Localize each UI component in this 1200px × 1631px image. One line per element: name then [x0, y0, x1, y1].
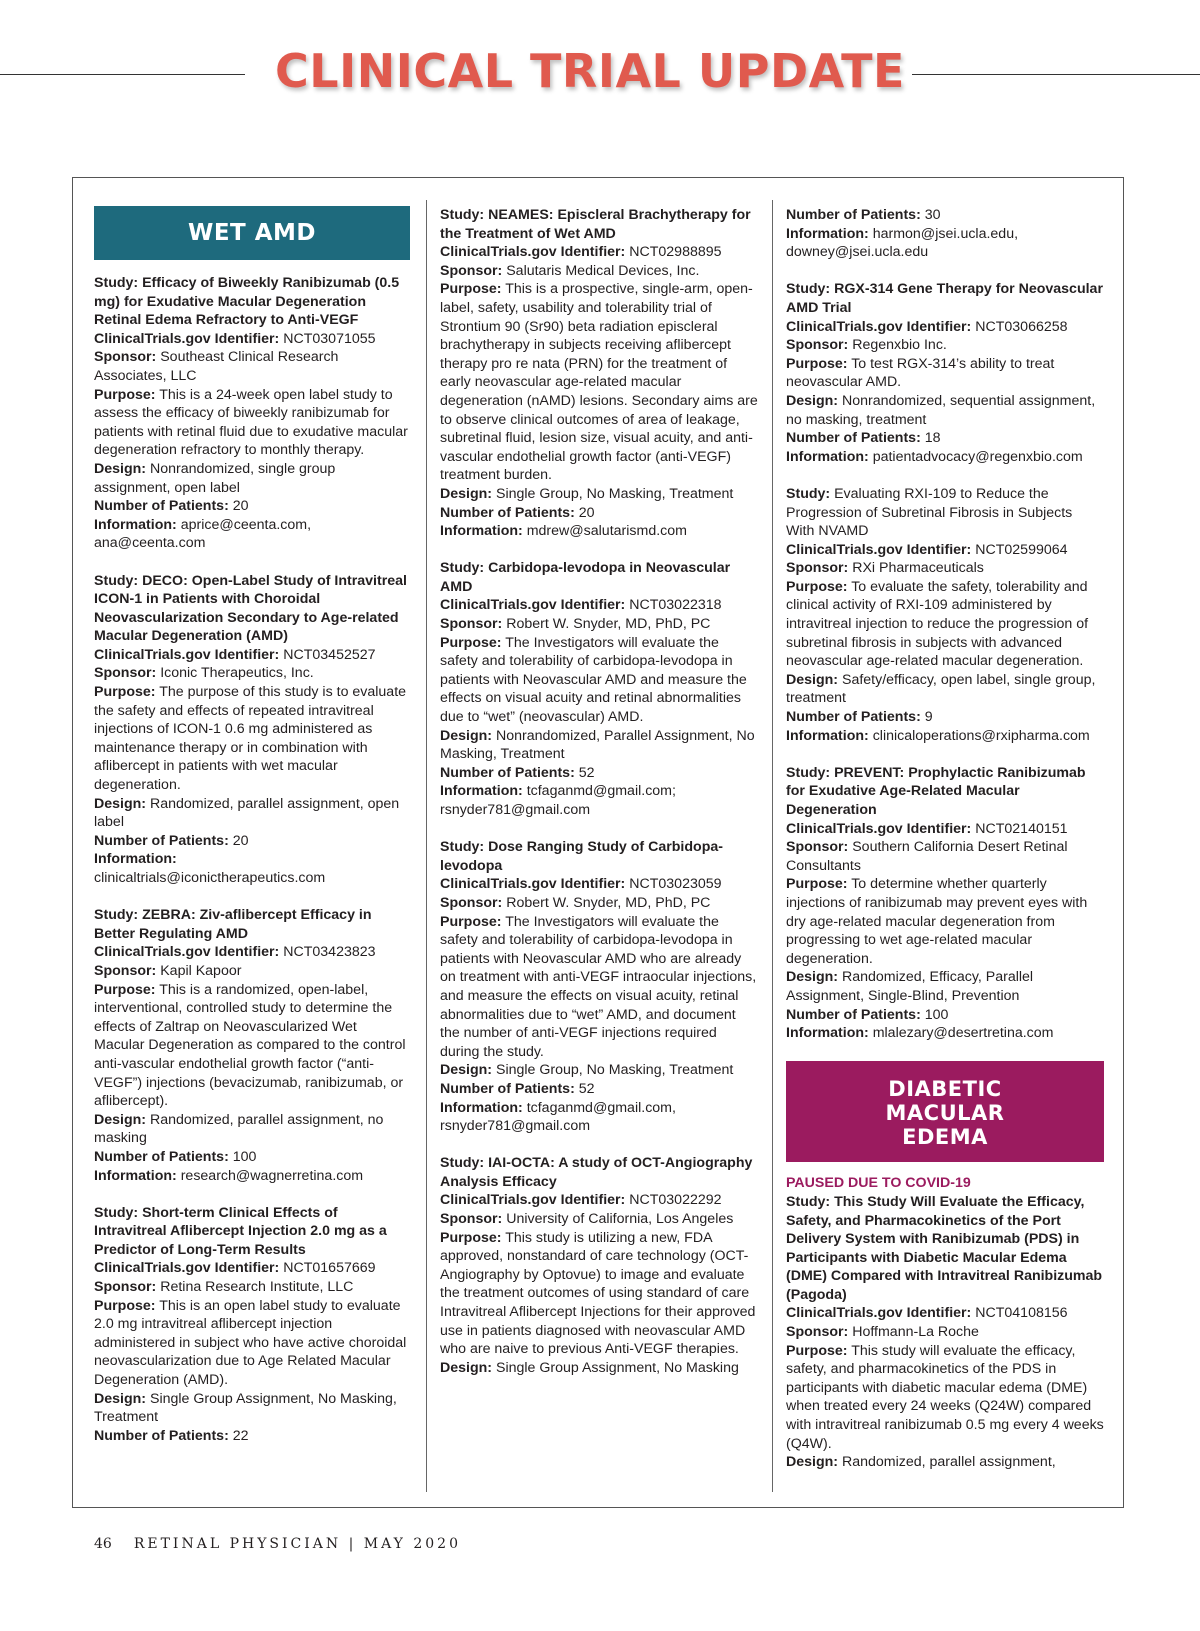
study-sponsor-line [440, 262, 758, 281]
study-patients-line [94, 497, 410, 516]
field-value: Southern California Desert Retinal Consultants [786, 839, 1068, 874]
field-label: Information: [786, 225, 869, 242]
field-value: This is an open label study to evaluate 2.0 mg intravitreal aflibercept injection administered in subject who have active choroidal neovascularization due to Age Related Macular Degeneration (AMD). [94, 1297, 407, 1389]
field-value: 22 [232, 1427, 249, 1444]
study-id-line [440, 596, 758, 615]
study-sponsor-line [786, 336, 1104, 355]
study-purpose-line [94, 683, 410, 795]
study-id-line [786, 1304, 1104, 1323]
field-label: Design: [440, 1062, 493, 1079]
field-value: Retina Research Institute, LLC [160, 1279, 354, 1296]
field-value: NCT03022318 [629, 597, 722, 614]
field-value: NCT03423823 [283, 944, 376, 961]
column-3 [786, 206, 1104, 1472]
study-sponsor-line [786, 1323, 1104, 1342]
field-label: Design: [440, 1359, 493, 1376]
field-label: Number of Patients: [786, 207, 921, 223]
field-label: Design: [94, 1111, 147, 1128]
study-design-line [440, 1061, 758, 1080]
field-value: Safety/efficacy, open label, single group, treatment [786, 671, 1096, 707]
study-info-line [786, 727, 1104, 746]
field-value: To evaluate the safety, tolerability and clinical activity of RXI-109 administered by intravitreal injection to reduce the progression of subretinal fibrosis in subjects with advanced neovascular age-related macular degeneration. [786, 578, 1089, 670]
field-label: ClinicalTrials.gov Identifier: [440, 876, 626, 893]
study-info-line [786, 225, 1104, 262]
field-value: Dose Ranging Study of Carbidopa-levodopa [440, 839, 723, 874]
field-label: Design: [440, 727, 493, 744]
field-label: Sponsor: [440, 262, 503, 279]
study-patients-line [94, 1427, 410, 1446]
field-label: Purpose: [94, 386, 156, 403]
field-label: Number of Patients: [94, 832, 229, 849]
field-value: This is a 24-week open label study to assess the efficacy of biweekly ranibizumab for patients with retinal fluid due to exudative macular degeneration refractory to monthly therapy. [94, 386, 408, 459]
field-label: Sponsor: [786, 839, 849, 856]
field-label: Study: [94, 907, 139, 924]
field-label: ClinicalTrials.gov Identifier: [94, 646, 280, 663]
field-value: Evaluating RXI-109 to Reduce the Progression of Subretinal Fibrosis in Subjects With NVAMD [786, 485, 1073, 540]
study-purpose-line [786, 1342, 1104, 1454]
publication-line: RETINAL PHYSICIAN | MAY 2020 [133, 1536, 461, 1552]
study-design-line [440, 1359, 758, 1378]
study-purpose-line [94, 1297, 410, 1390]
field-label: Sponsor: [440, 1211, 503, 1228]
study-entry [94, 572, 410, 888]
header-rule-left [0, 74, 245, 75]
study-purpose-line [786, 355, 1104, 392]
study-info-line [440, 1099, 758, 1136]
study-patients-line [440, 504, 758, 523]
field-value: This is a randomized, open-label, interventional, controlled study to determine the effects of Zaltrap on Neovascularized Wet Macular Degeneration as compared to the control anti-vascular endothelial growth factor (“anti-VEGF”) injections (bevacizumab, ranibizumab, or aflibercept). [94, 981, 406, 1110]
study-title-line [786, 764, 1104, 820]
study-id-line [440, 1191, 758, 1210]
study-info-line [440, 522, 758, 541]
field-label: Number of Patients: [786, 430, 921, 447]
field-label: Sponsor: [440, 894, 503, 911]
field-label: Design: [440, 485, 493, 502]
field-label: ClinicalTrials.gov Identifier: [94, 1260, 280, 1277]
study-patients-line [440, 1080, 758, 1099]
field-label: Study: [786, 764, 831, 781]
field-value: NCT01657669 [283, 1260, 376, 1277]
study-entry [94, 906, 410, 1185]
field-label: Design: [786, 969, 839, 986]
field-label: Study: [440, 839, 485, 856]
field-label: Design: [786, 392, 839, 409]
field-label: Sponsor: [94, 349, 157, 366]
field-label: Purpose: [94, 684, 156, 701]
field-value: Iconic Therapeutics, Inc. [160, 665, 314, 682]
study-id-line [94, 646, 410, 665]
study-sponsor-line [94, 664, 410, 683]
study-info-line [440, 782, 758, 819]
study-purpose-line [786, 875, 1104, 968]
study-patients-line [440, 764, 758, 783]
field-label: Design: [94, 460, 147, 477]
study-sponsor-line [786, 559, 1104, 578]
study-patients-line [94, 832, 410, 851]
study-design-line [94, 1111, 410, 1148]
study-entry-continued [786, 206, 1104, 262]
field-value: Salutaris Medical Devices, Inc. [506, 262, 700, 279]
study-entry [786, 485, 1104, 745]
field-label: Sponsor: [94, 962, 157, 979]
contact-email[interactable]: aprice@ceenta.com, ana@ceenta.com [94, 516, 312, 552]
field-label: Information: [786, 448, 869, 465]
field-value: 52 [578, 764, 595, 781]
study-entry [786, 1193, 1104, 1472]
contact-email[interactable]: mdrew@salutarismd.com [526, 523, 687, 540]
field-value: ZEBRA: Ziv-aflibercept Efficacy in Better Regulating AMD [94, 907, 372, 942]
field-label: ClinicalTrials.gov Identifier: [94, 330, 280, 347]
study-sponsor-line [786, 838, 1104, 875]
study-sponsor-line [440, 1210, 758, 1229]
field-value: Hoffmann-La Roche [852, 1324, 979, 1341]
field-value: RXi Pharmaceuticals [852, 560, 984, 577]
field-value: 52 [578, 1080, 595, 1097]
field-value: NCT02599064 [975, 541, 1068, 558]
field-value: Robert W. Snyder, MD, PhD, PC [506, 894, 711, 911]
field-value: 20 [232, 498, 249, 515]
field-label: Number of Patients: [440, 1080, 575, 1097]
study-id-line [94, 943, 410, 962]
field-label: Number of Patients: [440, 504, 575, 521]
field-value: 100 [924, 1006, 949, 1023]
field-label: Purpose: [786, 355, 848, 372]
field-value: NCT03022292 [629, 1192, 722, 1209]
field-value: Randomized, parallel assignment, no masking [94, 1111, 384, 1147]
field-value: NCT02140151 [975, 820, 1068, 837]
field-value: Regenxbio Inc. [852, 337, 947, 354]
field-label: Sponsor: [94, 665, 157, 682]
field-value: Single Group Assignment, No Masking, Treatment [94, 1390, 397, 1426]
field-label: Number of Patients: [786, 709, 921, 726]
contact-email[interactable]: mlalezary@desertretina.com [872, 1025, 1054, 1042]
study-title-line [786, 280, 1104, 317]
field-label: ClinicalTrials.gov Identifier: [786, 1305, 972, 1322]
study-info-line [94, 850, 410, 887]
field-label: ClinicalTrials.gov Identifier: [440, 597, 626, 614]
study-title-line [440, 838, 758, 875]
study-purpose-line [440, 1229, 758, 1359]
study-title-line [440, 1154, 758, 1191]
section-header-dme-text: DIABETIC MACULAR EDEMA [885, 1077, 1005, 1150]
study-sponsor-line [94, 348, 410, 385]
study-purpose-line [440, 634, 758, 727]
field-value: To determine whether quarterly injections of ranibizumab may prevent eyes with dry age-related macular degeneration from progressing to wet age-related macular degeneration. [786, 876, 1088, 967]
study-entry [440, 206, 758, 541]
field-label: Purpose: [786, 578, 848, 595]
field-value: The Investigators will evaluate the safety and tolerability of carbidopa-levodopa in patients with Neovascular AMD who are already on treatment with anti-VEGF intraocular injections, and measure the effects on visual acuity, retinal abnormalities due to “wet” AMD, and document the number of anti-VEGF injections required during the study. [440, 913, 757, 1060]
study-design-line [94, 795, 410, 832]
field-value: Nonrandomized, single group assignment, open label [94, 460, 336, 496]
study-design-line [94, 1390, 410, 1427]
field-label: Sponsor: [440, 616, 503, 633]
field-value: DECO: Open-Label Study of Intravitreal ICON-1 in Patients with Choroidal Neovascularization Secondary to Age-related Macular Degeneration (AMD) [94, 572, 407, 645]
study-design-line [786, 968, 1104, 1005]
study-id-line [786, 318, 1104, 337]
study-design-line [786, 671, 1104, 708]
field-label: Information: [786, 1025, 869, 1042]
field-value: To test RGX-314’s ability to treat neovascular AMD. [786, 355, 1055, 391]
field-value: Single Group, No Masking, Treatment [495, 1062, 734, 1079]
study-patients-line [786, 429, 1104, 448]
field-value: NCT03452527 [283, 646, 376, 663]
header-rule-right [912, 74, 1200, 75]
field-label: Purpose: [440, 1229, 502, 1246]
field-label: Information: [440, 783, 523, 800]
contact-email[interactable]: clinicaloperations@rxipharma.com [872, 727, 1090, 744]
study-sponsor-line [94, 962, 410, 981]
field-label: Study: [94, 1204, 139, 1221]
study-title-line [786, 485, 1104, 541]
field-value: Single Group Assignment, No Masking [495, 1359, 739, 1376]
field-label: Information: [440, 523, 523, 540]
study-purpose-line [94, 386, 410, 460]
field-value: NCT03023059 [629, 876, 722, 893]
field-value: 20 [578, 504, 595, 521]
study-design-line [786, 392, 1104, 429]
field-label: Study: [440, 1155, 485, 1172]
field-label: Information: [94, 1167, 177, 1184]
section-header-wet-amd: WET AMD [94, 206, 410, 260]
study-id-line [94, 1259, 410, 1278]
field-value: Carbidopa-levodopa in Neovascular AMD [440, 560, 731, 595]
field-label: Information: [786, 727, 869, 744]
field-value: NCT02988895 [629, 244, 722, 261]
field-label: Sponsor: [94, 1279, 157, 1296]
column-divider-2 [772, 200, 773, 1492]
field-label: Number of Patients: [94, 1148, 229, 1165]
field-value: This study will evaluate the efficacy, safety, and pharmacokinetics of the PDS in participants with diabetic macular edema (DME) when treated every 24 weeks (Q24W) compared with intravitreal ranibizumab 0.5 mg every 4 weeks (Q4W). [786, 1342, 1104, 1452]
contact-email[interactable]: research@wagnerretina.com [180, 1167, 364, 1184]
field-value: Nonrandomized, sequential assignment, no masking, treatment [786, 392, 1096, 428]
paused-notice: PAUSED DUE TO COVID-19 [786, 1175, 971, 1192]
study-sponsor-line [94, 1278, 410, 1297]
study-sponsor-line [440, 894, 758, 913]
field-label: Study: [786, 485, 831, 502]
column-1 [94, 206, 410, 1464]
study-entry [786, 764, 1104, 1043]
study-design-line [786, 1453, 1104, 1472]
field-value: This Study Will Evaluate the Efficacy, Safety, and Pharmacokinetics of the Port Delivery System with Ranibizumab (PDS) in Participants with Diabetic Macular Edema (DME) Compared with Intravitreal Ranibizumab (Pagoda) [786, 1193, 1103, 1303]
study-design-line [440, 485, 758, 504]
study-patients-line [786, 708, 1104, 727]
field-label: ClinicalTrials.gov Identifier: [440, 244, 626, 261]
field-label: Purpose: [440, 634, 502, 651]
study-purpose-line [440, 280, 758, 485]
study-id-line [786, 541, 1104, 560]
field-value: Efficacy of Biweekly Ranibizumab (0.5 mg) for Exudative Macular Degeneration Retinal Edema Refractory to Anti-VEGF [94, 275, 400, 329]
study-entry [440, 1154, 758, 1377]
contact-email[interactable]: clinicaltrials@iconictherapeutics.com [94, 870, 326, 886]
study-id-line [786, 820, 1104, 839]
study-design-line [440, 727, 758, 764]
field-value: Randomized, parallel assignment, open label [94, 795, 400, 831]
field-label: ClinicalTrials.gov Identifier: [786, 541, 972, 558]
field-label: Study: [440, 560, 485, 577]
study-purpose-line [786, 578, 1104, 671]
field-label: Design: [786, 1454, 839, 1471]
field-label: ClinicalTrials.gov Identifier: [786, 820, 972, 837]
field-label: Purpose: [440, 913, 502, 930]
field-value: Southeast Clinical Research Associates, LLC [94, 349, 339, 384]
contact-email[interactable]: tcfaganmd@gmail.com, rsnyder781@gmail.com [440, 1099, 676, 1135]
field-label: Study: [786, 281, 831, 298]
contact-email[interactable]: harmon@jsei.ucla.edu, downey@jsei.ucla.edu [786, 225, 1019, 261]
field-value: NEAMES: Episcleral Brachytherapy for the Treatment of Wet AMD [440, 207, 751, 242]
field-value: Single Group, No Masking, Treatment [495, 485, 734, 502]
section-header-dme [786, 1061, 1104, 1162]
field-label: Study: [94, 275, 139, 291]
page-number: 46 [94, 1536, 112, 1552]
field-value: The Investigators will evaluate the safety and tolerability of carbidopa-levodopa in patients with Neovascular AMD and measure the effects on visual acuity and retinal abnormalities due to “wet” (neovascular) AMD. [440, 634, 747, 726]
field-value: PREVENT: Prophylactic Ranibizumab for Exudative Age-Related Macular Degeneration [786, 764, 1086, 818]
study-title-line [440, 559, 758, 596]
study-entry [94, 1204, 410, 1446]
field-label: ClinicalTrials.gov Identifier: [786, 318, 972, 335]
field-label: Study: [94, 572, 139, 589]
study-info-line [94, 516, 410, 553]
study-entry [94, 274, 410, 553]
field-label: ClinicalTrials.gov Identifier: [440, 1192, 626, 1209]
study-patients-line [786, 206, 1104, 225]
study-entry [440, 838, 758, 1136]
study-entry [440, 559, 758, 819]
field-value: 30 [924, 207, 941, 223]
field-label: Design: [94, 1390, 147, 1407]
study-title-line [94, 274, 410, 330]
study-title-line [786, 1193, 1104, 1305]
field-label: Sponsor: [786, 337, 849, 354]
contact-email[interactable]: patientadvocacy@regenxbio.com [872, 448, 1083, 465]
study-purpose-line [440, 913, 758, 1062]
field-label: Number of Patients: [786, 1006, 921, 1023]
study-id-line [440, 243, 758, 262]
study-info-line [94, 1167, 410, 1186]
page-footer [94, 1536, 461, 1552]
field-label: Purpose: [786, 876, 848, 893]
field-value: Kapil Kapoor [160, 962, 242, 979]
field-label: Study: [786, 1193, 831, 1210]
field-label: Study: [440, 207, 485, 223]
field-label: Number of Patients: [440, 764, 575, 781]
field-value: This is a prospective, single-arm, open-label, safety, usability and tolerability trial of Strontium 90 (Sr90) beta radiation episcleral brachytherapy in subjects receiving aflibercept therapy pro re nata (PRN) for the treatment of early neovascular age-related macular degeneration (nAMD) lesions. Secondary aims are to observe clinical outcomes of area of leakage, subretinal fluid, lesion size, visual acuity, and anti-vascular endothelial growth factor (anti-VEGF) treatment burden. [440, 281, 758, 484]
field-label: Information: [94, 851, 177, 868]
field-value: Short-term Clinical Effects of Intravitreal Aflibercept Injection 2.0 mg as a Predictor of Long-Term Results [94, 1204, 387, 1258]
field-label: Information: [440, 1099, 523, 1116]
field-label: Design: [94, 795, 147, 812]
study-entry [786, 280, 1104, 466]
field-label: Number of Patients: [94, 498, 229, 515]
field-value: The purpose of this study is to evaluate the safety and effects of repeated intravitreal injections of ICON-1 0.6 mg administered as maintenance therapy or in combination with aflibercept in patients with wet macular degeneration. [94, 684, 407, 794]
field-value: Randomized, parallel assignment, [841, 1454, 1056, 1471]
field-label: Information: [94, 516, 177, 533]
page-title: CLINICAL TRIAL UPDATE [275, 44, 905, 98]
field-value: NCT04108156 [975, 1305, 1068, 1322]
field-value: This study is utilizing a new, FDA approved, nonstandard of care technology (OCT-Angiography by Optovue) to image and evaluate the treatment outcomes of using standard of care Intravitreal Aflibercept Injections for their approved use in patients diagnosed with neovascular AMD who are naive to previous Anti-VEGF therapies. [440, 1229, 756, 1358]
column-divider-1 [426, 200, 427, 1492]
field-label: Purpose: [786, 1342, 848, 1359]
field-value: RGX-314 Gene Therapy for Neovascular AMD Trial [786, 281, 1103, 316]
field-value: Nonrandomized, Parallel Assignment, No Masking, Treatment [440, 727, 755, 763]
field-value: University of California, Los Angeles [506, 1211, 734, 1228]
field-label: Purpose: [440, 281, 502, 298]
field-value: 20 [232, 832, 249, 849]
field-value: Randomized, Efficacy, Parallel Assignment, Single-Blind, Prevention [786, 969, 1034, 1004]
study-info-line [786, 448, 1104, 467]
field-value: NCT03071055 [283, 330, 376, 347]
field-label: Sponsor: [786, 1324, 849, 1341]
study-design-line [94, 460, 410, 497]
study-title-line [94, 572, 410, 646]
field-label: ClinicalTrials.gov Identifier: [94, 944, 280, 961]
study-title-line [440, 206, 758, 243]
study-sponsor-line [440, 615, 758, 634]
study-title-line [94, 1204, 410, 1260]
study-id-line [440, 875, 758, 894]
study-patients-line [94, 1148, 410, 1167]
field-value: IAI-OCTA: A study of OCT-Angiography Analysis Efficacy [440, 1155, 753, 1190]
field-label: Sponsor: [786, 560, 849, 577]
field-value: Robert W. Snyder, MD, PhD, PC [506, 616, 711, 633]
field-label: Purpose: [94, 1297, 156, 1314]
field-label: Purpose: [94, 981, 156, 998]
field-value: 9 [924, 709, 933, 726]
study-info-line [786, 1024, 1104, 1043]
contact-email[interactable]: tcfaganmd@gmail.com; rsnyder781@gmail.com [440, 783, 676, 818]
study-title-line [94, 906, 410, 943]
field-label: Design: [786, 671, 839, 688]
study-patients-line [786, 1006, 1104, 1025]
study-purpose-line [94, 981, 410, 1111]
field-label: Number of Patients: [94, 1427, 229, 1444]
field-value: NCT03066258 [975, 318, 1068, 335]
field-value: 100 [232, 1148, 257, 1165]
column-2 [440, 206, 758, 1377]
field-value: 18 [924, 430, 941, 447]
study-id-line [94, 330, 410, 349]
